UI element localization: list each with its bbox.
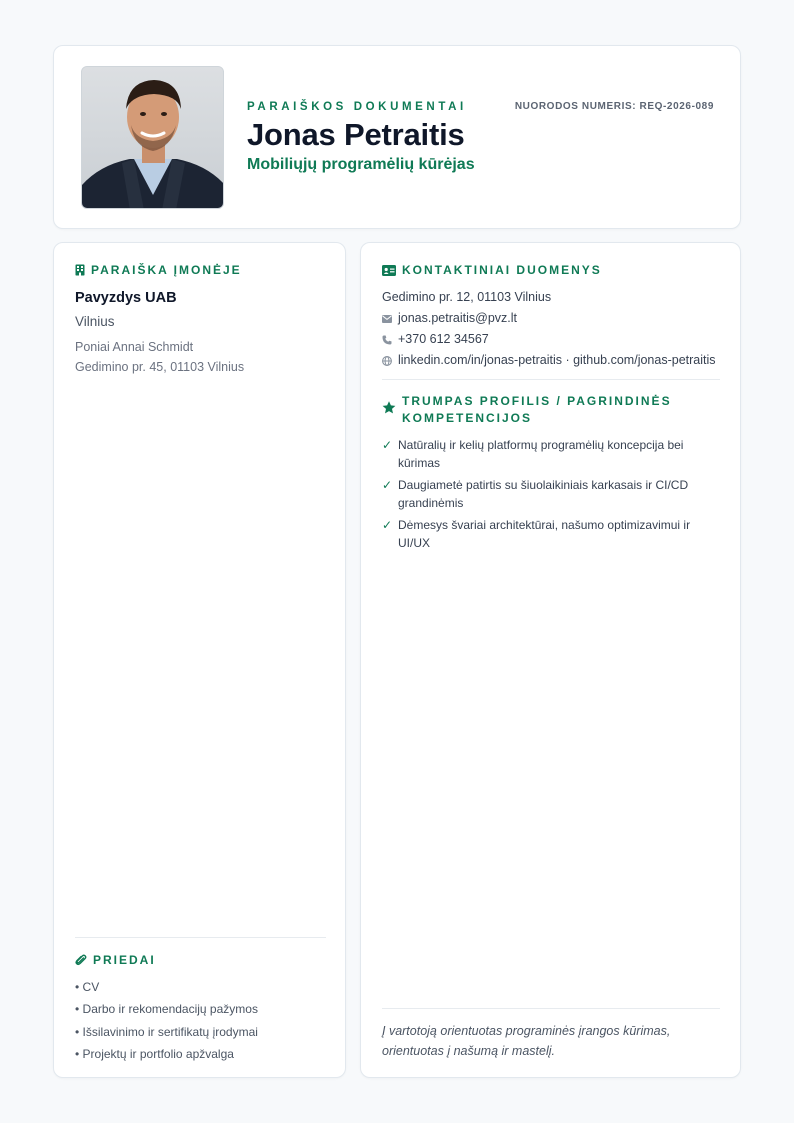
- profile-section: [382, 393, 722, 556]
- attachment-item: • Išsilavinimo ir sertifikatų įrodymai: [75, 1024, 258, 1039]
- profile-divider: [382, 379, 720, 380]
- portrait-image: [82, 67, 224, 209]
- attachments-section-title: [75, 952, 330, 968]
- contact-email[interactable]: [382, 308, 722, 329]
- company-title-text: PARAIŠKA ĮMONĖJE: [91, 263, 242, 277]
- profile-item-text: Dėmesys švariai architektūrai, našumo optimizavimui ir UI/UX: [398, 518, 691, 550]
- applicant-name: Jonas Petraitis: [247, 117, 465, 152]
- company-section: [75, 262, 330, 377]
- profile-title-text: [402, 393, 672, 426]
- contact-links[interactable]: [382, 350, 722, 371]
- star-icon: [382, 401, 396, 414]
- company-attention: Poniai Annai Schmidt: [75, 340, 194, 354]
- contact-email-text[interactable]: jonas.petraitis@pvz.lt: [398, 311, 517, 325]
- contact-section: [382, 262, 722, 371]
- profile-list: [382, 436, 722, 552]
- company-address: Gedimino pr. 45, 01103 Vilnius: [75, 360, 245, 374]
- profile-section-title: [382, 393, 722, 426]
- profile-title-line2: KOMPETENCIJOS: [402, 410, 533, 425]
- profile-title-line1: TRUMPAS PROFILIS / PAGRINDINĖS: [402, 394, 672, 408]
- check-icon: ✓: [382, 518, 393, 532]
- company-section-title: [75, 262, 330, 278]
- profile-item: [382, 516, 722, 552]
- phone-icon: [382, 335, 392, 345]
- attachments-divider: [75, 937, 326, 938]
- contact-address-text: Gedimino pr. 12, 01103 Vilnius: [382, 290, 552, 304]
- check-icon: ✓: [382, 438, 393, 452]
- details-card: [360, 242, 741, 1078]
- attachment-item: • CV: [75, 980, 100, 994]
- header-card: [53, 45, 741, 229]
- attachments-title-text: PRIEDAI: [93, 953, 156, 967]
- attachment-item: • Darbo ir rekomendacijų pažymos: [75, 1002, 258, 1017]
- contact-phone[interactable]: [382, 329, 722, 350]
- profile-photo: [81, 66, 224, 209]
- footer-divider: [382, 1008, 720, 1009]
- envelope-icon: [382, 315, 392, 323]
- reference-number: NUORODOS NUMERIS: REQ-2026-089: [514, 101, 714, 112]
- footer-tagline: Į vartotoją orientuotas programinės įrangos kūrimas, orientuotas į našumą ir mastelį.: [382, 1024, 671, 1058]
- globe-icon: [382, 356, 392, 366]
- attachment-item: • Projektų ir portfolio apžvalga: [75, 1046, 234, 1061]
- company-city: Vilnius: [75, 314, 115, 329]
- company-card: [53, 242, 346, 1078]
- contact-address: [382, 287, 722, 308]
- document-kicker: PARAIŠKOS DOKUMENTAI: [247, 101, 467, 113]
- check-icon: ✓: [382, 478, 393, 492]
- attachments-list: [75, 976, 330, 1065]
- contact-title-text: KONTAKTINIAI DUOMENYS: [402, 263, 602, 277]
- applicant-role: Mobiliųjų programėlių kūrėjas: [247, 156, 475, 173]
- profile-item: [382, 476, 722, 512]
- contact-lines: [382, 287, 722, 371]
- profile-item-text: Daugiametė patirtis su šiuolaikiniais karkasais ir CI/CD grandinėmis: [398, 478, 689, 510]
- profile-item-text: Natūralių ir kelių platformų programėlių koncepcija bei kūrimas: [398, 438, 684, 470]
- company-name: Pavyzdys UAB: [75, 290, 177, 306]
- contact-links-text[interactable]: linkedin.com/in/jonas-petraitis · github.com/jonas-petraitis: [398, 353, 716, 367]
- attachments-section: [75, 952, 330, 1065]
- id-card-icon: [382, 265, 396, 276]
- contact-section-title: [382, 262, 722, 278]
- contact-phone-text[interactable]: +370 612 34567: [398, 332, 489, 346]
- building-icon: [75, 264, 85, 276]
- paperclip-icon: [75, 954, 87, 966]
- profile-item: [382, 436, 722, 472]
